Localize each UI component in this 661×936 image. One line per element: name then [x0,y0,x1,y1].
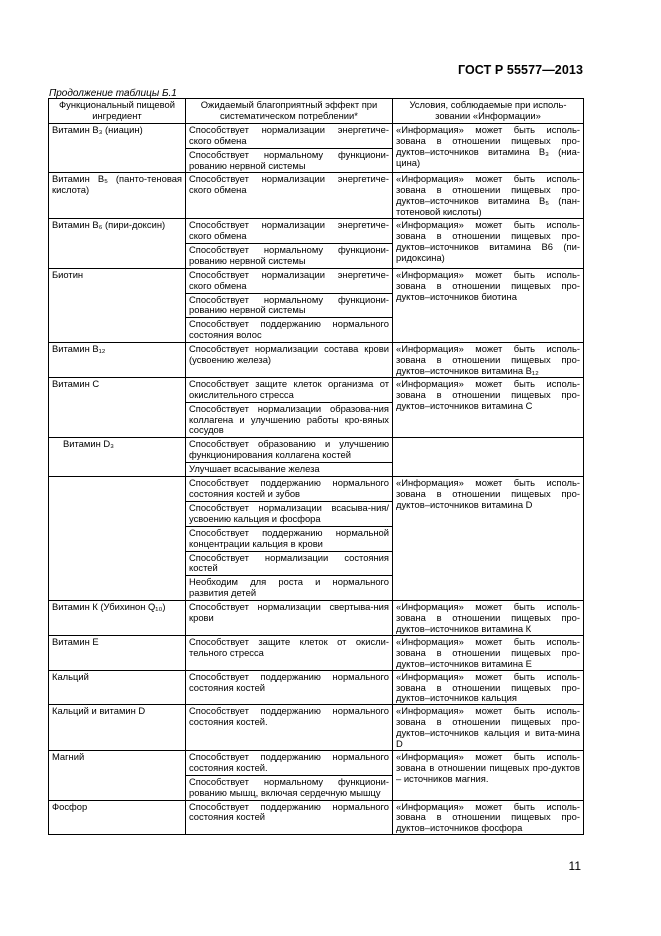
table-row [49,800,584,835]
ingredient-cell: Витамин В₆ (пири-доксин) [49,219,186,269]
ingredient-cell: Витамин В₅ (панто-теновая кислота) [49,173,186,219]
effects-cell [186,377,393,438]
page-number: 11 [568,859,581,873]
column-header-ingredient: Функциональный пищевой ингредиент [49,99,186,124]
table-header-row [49,99,584,124]
table-row [49,123,584,173]
ingredient-cell: Магний [49,750,186,800]
effect-item: Способствует нормализации всасыва-ния/усвоению кальция и фосфора [186,501,392,526]
table-caption: Продолжение таблицы Б.1 [49,88,177,99]
ingredient-cell: Витамин Е [49,635,186,670]
effect-item: Необходим для роста и нормального развития детей [186,575,392,600]
ingredient-cell: Витамин В₁₂ [49,343,186,378]
effect-item: Способствует нормализации состояния костей [186,551,392,576]
effect-item: Способствует образованию и улучшению функционирования коллагена костей [189,438,389,461]
condition-cell [393,438,584,477]
ingredient-cell: Витамин В₃ (ниацин) [49,123,186,173]
effect-item: Улучшает всасывание железа [186,462,392,476]
effects-cell [186,477,393,601]
effects-cell [186,123,393,173]
effects-cell [186,219,393,269]
condition-cell: «Информация» может быть исполь-зована в отношении пищевых про-дуктов – источников магния. [393,750,584,800]
ingredient-cell: Витамин С [49,377,186,438]
condition-cell: «Информация» может быть исполь-зована в отношении пищевых про-дуктов–источников кальция и вита-мина D [393,705,584,751]
effect-item: Способствует нормализации энергетиче-ского обмена [189,123,389,146]
effects-cell [186,705,393,751]
effect-item: Способствует нормализации образова-ния коллагена и улучшению работы кро-вяных сосудов [186,402,392,438]
effect-item: Способствует поддержанию нормального состояния костей. [189,750,389,773]
table-row [49,438,584,477]
ingredient-cell: Кальций [49,670,186,705]
condition-cell: «Информация» может быть исполь-зована в отношении пищевых про-дуктов–источников витамина В6 (пи-ридоксина) [393,219,584,269]
condition-cell: «Информация» может быть исполь-зована в отношении пищевых про-дуктов–источников витамина D [393,477,584,601]
effects-cell [186,438,393,477]
column-header-effect: Ожидаемый благоприятный эффект при систематическом потреблении* [186,99,393,124]
ingredient-cell: Фосфор [49,800,186,835]
table-row [49,268,584,342]
effect-item: Способствует нормализации состава крови (усвоению железа) [189,343,389,366]
effect-item: Способствует поддержанию нормального состояния костей и зубов [189,477,389,499]
effect-item: Способствует поддержанию нормального состояния волос [186,317,392,342]
effect-item: Способствует нормальному функциони-рованию нервной системы [186,293,392,318]
effects-cell [186,601,393,636]
condition-cell: «Информация» может быть исполь-зована в отношении пищевых про-дуктов–источников витамина С [393,377,584,438]
effect-item: Способствует защите клеток от окисли-тельного стресса [189,635,389,658]
effects-cell [186,268,393,342]
effect-item: Способствует нормализации энергетиче-ского обмена [189,268,389,291]
table-row [49,343,584,378]
effect-item: Способствует нормализации энергетиче-ского обмена [189,173,389,196]
effect-item: Способствует нормализации свертыва-ния крови [189,601,389,624]
condition-cell: «Информация» может быть исполь-зована в отношении пищевых про-дуктов–источников кальция [393,670,584,705]
table-row [49,750,584,800]
effect-item: Способствует защите клеток организма от окислительного стресса [189,377,389,400]
effect-item: Способствует поддержанию нормальной концентрации кальция в крови [186,526,392,551]
condition-cell: «Информация» может быть исполь-зована в отношении пищевых про-дуктов–источников витамина В₅ (пан-тотеновой кислоты) [393,173,584,219]
table-row [49,601,584,636]
table-row [49,635,584,670]
effect-item: Способствует нормализации энергетиче-ского обмена [189,219,389,241]
condition-cell: «Информация» может быть исполь-зована в отношении пищевых про-дуктов–источников биотина [393,268,584,342]
effects-cell [186,635,393,670]
ingredient-cell: Витамин D₃ [49,438,186,477]
effect-item: Способствует поддержанию нормального состояния костей. [189,705,389,728]
effect-item: Способствует нормальному функциони-рованию нервной системы [186,243,392,268]
table-row [49,377,584,438]
effects-cell [186,670,393,705]
effect-item: Способствует поддержанию нормального состояния костей [189,800,389,823]
ingredient-cell: Витамин К (Убихинон Q₁₀) [49,601,186,636]
effects-cell [186,800,393,835]
column-header-conditions: Условия, соблюдаемые при исполь-зовании «Информации» [393,99,584,124]
effect-item: Способствует нормальному функциони-рованию нервной системы [186,148,392,173]
condition-cell: «Информация» может быть исполь-зована в отношении пищевых про-дуктов–источников фосфора [393,800,584,835]
effect-item: Способствует нормальному функциони-рованию мышц, включая сердечную мышцу [186,775,392,800]
table-row [49,670,584,705]
table-row [49,477,584,601]
table-row [49,173,584,219]
condition-cell: «Информация» может быть исполь-зована в отношении пищевых про-дуктов–источников витамина Е [393,635,584,670]
nutrient-table [48,98,584,835]
ingredient-cell: Биотин [49,268,186,342]
ingredient-cell: Кальций и витамин D [49,705,186,751]
table-body [49,123,584,834]
table-row [49,219,584,269]
condition-cell: «Информация» может быть исполь-зована в отношении пищевых про-дуктов–источников витамина В₁₂ [393,343,584,378]
effects-cell [186,343,393,378]
table-row [49,705,584,751]
condition-cell: «Информация» может быть исполь-зована в отношении пищевых про-дуктов–источников витамина В₃ (ниа-цина) [393,123,584,173]
effects-cell [186,173,393,219]
effect-item: Способствует поддержанию нормального состояния костей [189,670,389,693]
document-number: ГОСТ Р 55577—2013 [457,63,583,77]
effects-cell [186,750,393,800]
ingredient-cell [49,477,186,601]
condition-cell: «Информация» может быть исполь-зована в отношении пищевых про-дуктов–источников витамина К [393,601,584,636]
